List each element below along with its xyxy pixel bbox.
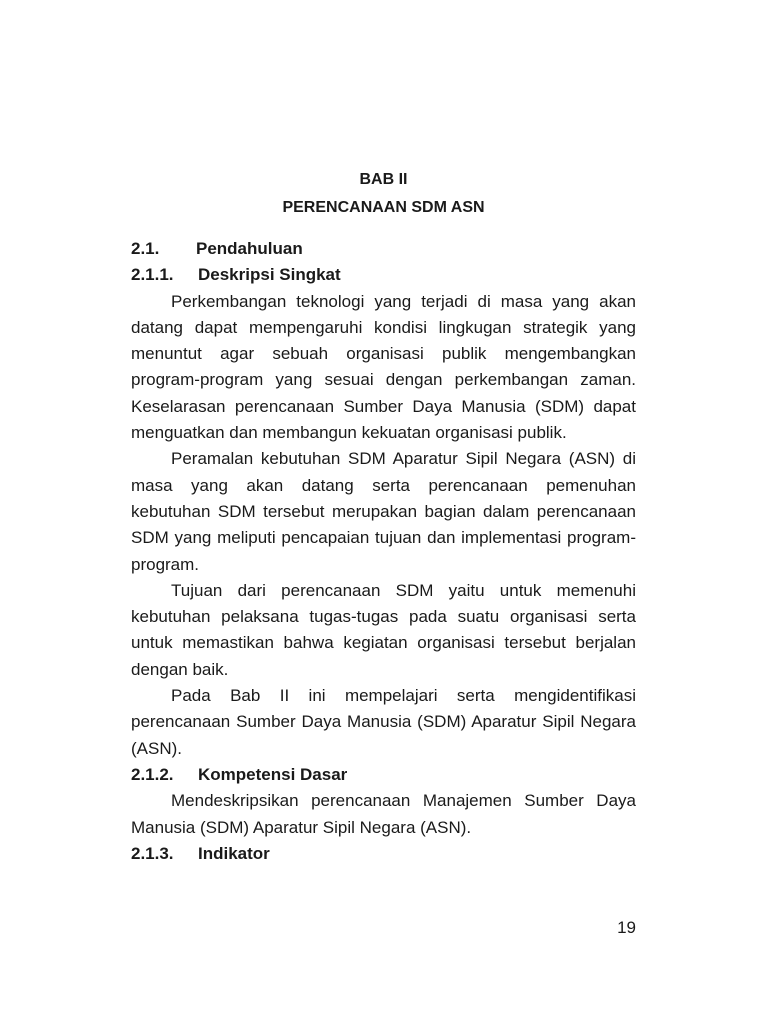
- section-title: Deskripsi Singkat: [198, 265, 341, 285]
- chapter-body: [131, 236, 636, 867]
- section-heading-2-1-2: [131, 762, 636, 788]
- section-heading-2-1-1: [131, 262, 636, 288]
- section-title: Kompetensi Dasar: [198, 764, 348, 784]
- chapter-label: BAB II: [359, 171, 408, 188]
- section-number: 2.1.: [131, 239, 160, 258]
- section-heading-2-1-3: [131, 841, 636, 867]
- section-heading-2-1: [131, 236, 636, 262]
- paragraph: Tujuan dari perencanaan SDM yaitu untuk memenuhi kebutuhan pelaksana tugas-tugas pada suatu organisasi serta untuk memastikan bahwa kegiatan organisasi tersebut berjalan dengan baik.: [131, 580, 636, 679]
- chapter-title: PERENCANAAN SDM ASN: [282, 199, 485, 216]
- paragraph: Pada Bab II ini mempelajari serta mengidentifikasi perencanaan Sumber Daya Manusia (SDM) Aparatur Sipil Negara (ASN).: [131, 686, 636, 758]
- paragraph: Perkembangan teknologi yang terjadi di masa yang akan datang dapat mempengaruhi kondisi lingkugan strategik yang menuntut agar sebuah organisasi publik mengembangkan program-program yang sesuai dengan perkembangan zaman. Keselarasan perencanaan Sumber Daya Manusia (SDM) dapat menguatkan dan membangun kekuatan organisasi publik.: [131, 291, 636, 443]
- paragraph: Peramalan kebutuhan SDM Aparatur Sipil Negara (ASN) di masa yang akan datang serta perencanaan pemenuhan kebutuhan SDM tersebut merupakan bagian dalam perencanaan SDM yang meliputi pencapaian tujuan dan implementasi program-program.: [131, 449, 636, 574]
- section-title: Pendahuluan: [196, 239, 303, 258]
- section-title: Indikator: [198, 843, 270, 863]
- section-number: 2.1.1.: [131, 265, 174, 285]
- page-number: 19: [617, 918, 636, 937]
- section-number: 2.1.2.: [131, 764, 174, 784]
- paragraph: Mendeskripsikan perencanaan Manajemen Sumber Daya Manusia (SDM) Aparatur Sipil Negara (ASN).: [131, 791, 636, 837]
- section-number: 2.1.3.: [131, 843, 174, 863]
- document-page: [131, 0, 636, 1024]
